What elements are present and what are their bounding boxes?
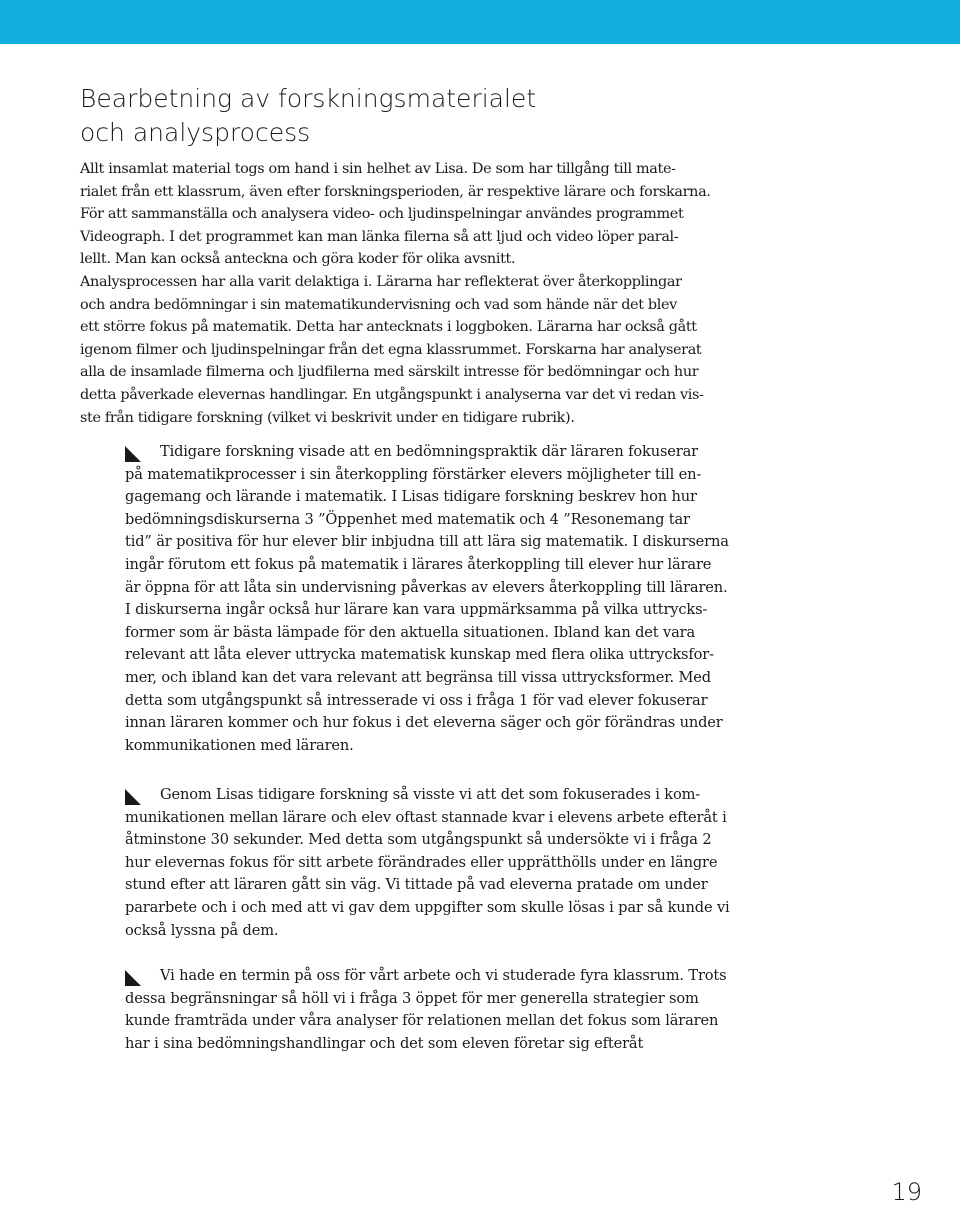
section-title — [80, 82, 780, 150]
text-line: och andra bedömningar i sin matematikundervisning och vad som hände när det blev — [80, 296, 677, 313]
text-line: på matematikprocesser i sin återkoppling förstärker elevers möjligheter till en- — [125, 465, 702, 483]
text-line: igenom filmer och ljudinspelningar från det egna klassrummet. Forskarna har analyserat — [80, 341, 702, 358]
title-line: Bearbetning av forskningsmaterialet — [80, 84, 537, 113]
text-line: dessa begränsningar så höll vi i fråga 3 öppet för mer generella strategier som — [125, 989, 699, 1007]
triangle-marker-icon — [125, 970, 141, 986]
page-number: 19 — [891, 1178, 922, 1206]
text-line: bedömningsdiskurserna 3 ”Öppenhet med matematik och 4 ”Resonemang tar — [125, 510, 690, 528]
text-line: ste från tidigare forskning (vilket vi beskrivit under en tidigare rubrik). — [80, 409, 575, 426]
text-line: I diskurserna ingår också hur lärare kan vara uppmärksamma på vilka uttrycks- — [125, 601, 708, 619]
text-line: lellt. Man kan också anteckna och göra koder för olika avsnitt. — [80, 251, 516, 268]
text-line: kunde framträda under våra analyser för relationen mellan det fokus som läraren — [125, 1012, 719, 1030]
text-line: Allt insamlat material togs om hand i sin helhet av Lisa. De som har tillgång till mate- — [80, 161, 676, 177]
text-line: Videograph. I det programmet kan man länka filerna så att ljud och video löper paral- — [80, 228, 679, 245]
text-line: För att sammanställa och analysera video- och ljudinspelningar användes programmet — [80, 206, 684, 223]
text-line: tid” är positiva för hur elever blir inbjudna till att lära sig matematik. I diskurserna — [125, 533, 729, 551]
text-line: är öppna för att låta sin undervisning påverkas av elevers återkoppling till läraren. — [125, 578, 728, 596]
text-line: detta påverkade elevernas handlingar. En utgångspunkt i analyserna var det vi redan vis- — [80, 386, 704, 403]
text-line: munikationen mellan lärare och elev oftast stannade kvar i elevens arbete efteråt i — [125, 808, 727, 826]
intro-paragraph — [80, 158, 740, 429]
text-line: gagemang och lärande i matematik. I Lisas tidigare forskning beskrev hon hur — [125, 488, 697, 506]
text-line: mer, och ibland kan det vara relevant att begränsa till vissa uttrycksformer. Med — [125, 668, 711, 686]
text-line: hur elevernas fokus för sitt arbete förändrades eller upprätthölls under en längre — [125, 853, 718, 871]
text-line: ett större fokus på matematik. Detta har antecknats i loggboken. Lärarna har också gått — [80, 319, 697, 336]
text-line: Tidigare forskning visade att en bedömningspraktik där läraren fokuserar — [160, 443, 698, 460]
text-line: stund efter att läraren gått sin väg. Vi tittade på vad eleverna pratade om under — [125, 876, 708, 894]
text-line: kommunikationen med läraren. — [125, 736, 354, 754]
text-line: former som är bästa lämpade för den aktuella situationen. Ibland kan det vara — [125, 623, 696, 641]
research-question-2-paragraph — [125, 784, 745, 942]
triangle-marker-icon — [125, 789, 141, 805]
research-question-3-paragraph — [125, 965, 745, 1055]
text-line: också lyssna på dem. — [125, 921, 279, 939]
text-line: Analysprocessen har alla varit delaktiga i. Lärarna har reflekterat över återkopplingar — [80, 273, 682, 290]
text-line: Vi hade en termin på oss för vårt arbete och vi studerade fyra klassrum. Trots — [160, 967, 727, 984]
triangle-marker-icon — [125, 446, 141, 462]
text-line: åtminstone 30 sekunder. Med detta som utgångspunkt så undersökte vi i fråga 2 — [125, 831, 712, 849]
text-line: alla de insamlade filmerna och ljudfilerna med särskilt intresse för bedömningar och hur — [80, 364, 699, 381]
text-line: innan läraren kommer och hur fokus i det eleverna säger och gör förändras under — [125, 714, 723, 732]
research-question-1-paragraph — [125, 441, 745, 757]
text-line: detta som utgångspunkt så intresserade vi oss i fråga 1 för vad elever fokuserar — [125, 691, 708, 709]
text-line: rialet från ett klassrum, även efter forskningsperioden, är respektive lärare och forskarna. — [80, 183, 711, 200]
text-line: ingår förutom ett fokus på matematik i lärares återkoppling till elever hur lärare — [125, 555, 712, 573]
text-line: pararbete och i och med att vi gav dem uppgifter som skulle lösas i par så kunde vi — [125, 898, 730, 916]
title-line: och analysprocess — [80, 118, 311, 147]
top-color-bar — [0, 0, 960, 44]
text-line: har i sina bedömningshandlingar och det som eleven företar sig efteråt — [125, 1034, 644, 1052]
text-line: relevant att låta elever uttrycka matematisk kunskap med flera olika uttrycksfor- — [125, 646, 714, 664]
text-line: Genom Lisas tidigare forskning så visste vi att det som fokuserades i kom- — [160, 786, 701, 803]
